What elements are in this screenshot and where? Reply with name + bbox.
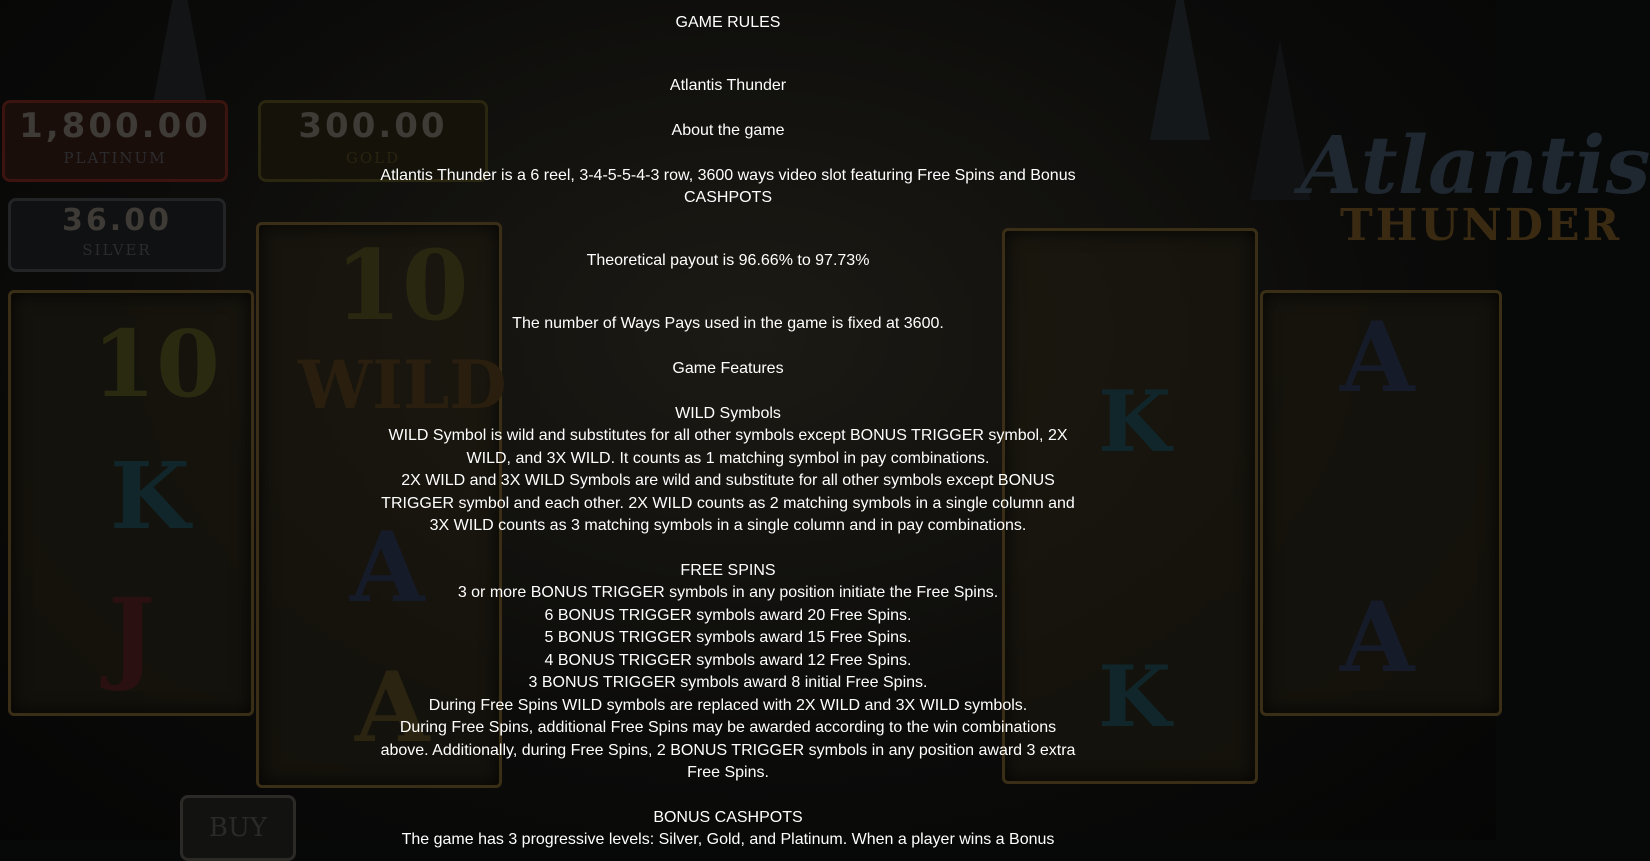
symbol-k: K: [1098, 372, 1172, 471]
logo-line-2: THUNDER: [1340, 200, 1623, 251]
wild-text-1: WILD Symbol is wild and substitutes for all other symbols except BONUS TRIGGER symbol, 2X WILD, and 3X WILD. It counts as 1 matching symbol in pay combinations.: [388, 427, 1068, 467]
buy-button: BUY: [180, 795, 296, 861]
about-text: Atlantis Thunder is a 6 reel, 3-4-5-5-4-3 row, 3600 ways video slot featuring Free Spins and Bonus CASHPOTS: [380, 166, 1076, 206]
spacer: [378, 538, 1078, 560]
game-rules-panel[interactable]: [378, 12, 1078, 852]
free-spins-line: During Free Spins WILD symbols are replaced with 2X WILD and 3X WILD symbols.: [428, 696, 1028, 714]
symbol-k: K: [1098, 647, 1172, 746]
symbol-k: K: [110, 442, 190, 550]
jackpot-tier: GOLD: [345, 149, 401, 167]
free-spins-line: 6 BONUS TRIGGER symbols award 20 Free Spins.: [544, 606, 912, 624]
symbol-a: A: [1340, 581, 1415, 694]
payout-text: Theoretical payout is 96.66% to 97.73%: [586, 252, 870, 269]
rules-heading: GAME RULES: [675, 14, 781, 31]
jackpot-platinum: [2, 100, 228, 182]
cashpots-text: The game has 3 progressive levels: Silver, Gold, and Platinum. When a player wins a Bonus: [401, 831, 1055, 848]
free-spins-line: During Free Spins, additional Free Spins may be awarded according to the win combinations above. Additionally, during Free Spins, 2 BONUS TRIGGER symbols in any position award 3 extra Free Spins.: [380, 719, 1076, 781]
jackpot-tier: PLATINUM: [63, 149, 167, 167]
symbol-a: A: [350, 511, 425, 624]
symbol-a: A: [1340, 301, 1415, 414]
jackpot-amount: 36.00: [62, 203, 172, 238]
spacer: [378, 785, 1078, 807]
ways-text: The number of Ways Pays used in the game is fixed at 3600.: [512, 314, 944, 332]
spacer: [378, 210, 1078, 251]
tower-spire-right: [1150, 0, 1210, 140]
game-logo: [1300, 118, 1650, 258]
free-spins-line: 3 or more BONUS TRIGGER symbols in any position initiate the Free Spins.: [457, 584, 999, 601]
game-name: Atlantis Thunder: [669, 76, 787, 94]
symbol-a: A: [355, 651, 430, 764]
cashpots-heading: BONUS CASHPOTS: [653, 808, 803, 826]
symbol-j: J: [108, 576, 156, 694]
free-spins-line: 3 BONUS TRIGGER symbols award 8 initial Free Spins.: [528, 674, 928, 691]
spacer: [378, 380, 1078, 403]
spacer: [378, 273, 1078, 313]
jackpot-tier: SILVER: [82, 241, 152, 259]
features-heading: Game Features: [672, 359, 784, 377]
jackpot-silver: [8, 198, 226, 272]
free-spins-heading: FREE SPINS: [680, 561, 776, 579]
free-spins-line: 5 BONUS TRIGGER symbols award 15 Free Spins.: [544, 629, 912, 646]
about-heading: About the game: [671, 121, 785, 139]
symbol-10: 10: [92, 310, 221, 418]
spacer: [378, 35, 1078, 75]
jackpot-amount: 300.00: [298, 106, 448, 146]
spacer: [378, 142, 1078, 165]
spacer: [378, 97, 1078, 120]
wild-text-2: 2X WILD and 3X WILD Symbols are wild and substitute for all other symbols except BONUS TRIGGER symbol and each other. 2X WILD counts as 2 matching symbols in a single column and 3X WILD counts as 3 matching symbols in a single column and in pay combinations.: [381, 472, 1075, 534]
spacer: [378, 335, 1078, 358]
jackpot-amount: 1,800.00: [19, 106, 211, 146]
wild-heading: WILD Symbols: [675, 404, 781, 422]
symbol-wild: WILD: [298, 346, 507, 424]
logo-line-1: Atlantis: [1300, 118, 1650, 212]
free-spins-line: 4 BONUS TRIGGER symbols award 12 Free Spins.: [544, 651, 912, 669]
symbol-10: 10: [335, 229, 469, 342]
